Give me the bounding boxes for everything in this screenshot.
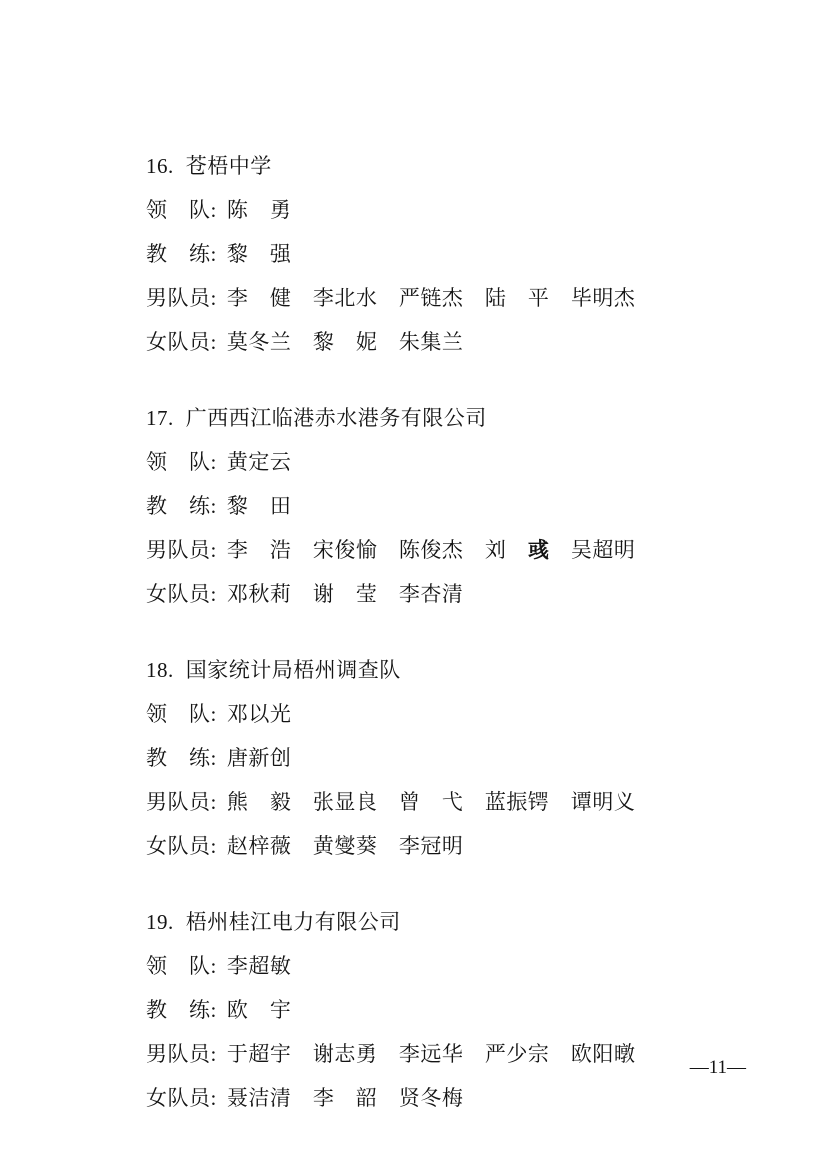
row-label: 女队员: (146, 834, 217, 858)
team-section-17 (100, 352, 748, 606)
row-label: 领 队: (146, 198, 217, 222)
team-number: 18. (146, 658, 174, 682)
row-label: 女队员: (146, 330, 217, 354)
team-section-19 (100, 856, 748, 1110)
row-label: 女队员: (146, 582, 217, 606)
row-label: 教 练: (146, 746, 217, 770)
row-label: 领 队: (146, 450, 217, 474)
row-value: 熊 毅 张显良 曾 弋 蓝振锷 谭明义 (226, 790, 636, 814)
row-value: 欧 宇 (226, 998, 292, 1022)
row-value: 赵梓薇 黄燮葵 李冠明 (226, 834, 464, 858)
row-label: 领 队: (146, 954, 217, 978)
team-number: 16. (146, 154, 174, 178)
row-value: 黄定云 (226, 450, 292, 474)
row-label: 男队员: (146, 790, 217, 814)
row-value: 陈 勇 (226, 198, 292, 222)
row-value: 聂洁清 李 韶 贤冬梅 (226, 1086, 464, 1110)
player-names-segment: 李 浩 宋俊愉 陈俊杰 刘 (226, 538, 528, 562)
page-number: —11— (689, 1057, 746, 1078)
row-value: 莫冬兰 黎 妮 朱集兰 (226, 330, 464, 354)
row-value: 李 健 李北水 严链杰 陆 平 毕明杰 (226, 286, 636, 310)
team-title: 苍梧中学 (185, 154, 272, 178)
player-names-segment: 吴超明 (549, 538, 636, 562)
row-value: 李超敏 (226, 954, 292, 978)
team-number: 17. (146, 406, 174, 430)
row-value: 黎 强 (226, 242, 292, 266)
row-label: 教 练: (146, 242, 217, 266)
team-heading (100, 100, 748, 178)
row-value: 黎 田 (226, 494, 292, 518)
row-label: 男队员: (146, 1042, 217, 1066)
row-value: 邓以光 (226, 702, 292, 726)
row-value (227, 528, 636, 572)
row-label: 男队员: (146, 538, 217, 562)
bold-player-name: 彧 (527, 538, 550, 562)
team-title: 广西西江临港赤水港务有限公司 (185, 406, 487, 430)
row-value: 邓秋莉 谢 莹 李杏清 (226, 582, 464, 606)
row-value: 于超宇 谢志勇 李远华 严少宗 欧阳暾 (226, 1042, 636, 1066)
row-label: 男队员: (146, 286, 217, 310)
row-value: 唐新创 (226, 746, 292, 770)
team-title: 梧州桂江电力有限公司 (185, 910, 401, 934)
team-title: 国家统计局梧州调查队 (185, 658, 401, 682)
row-label: 教 练: (146, 998, 217, 1022)
row-label: 领 队: (146, 702, 217, 726)
team-section-16 (100, 100, 748, 354)
row-label: 教 练: (146, 494, 217, 518)
document-content (100, 100, 748, 1108)
row-label: 女队员: (146, 1086, 217, 1110)
team-number: 19. (146, 910, 174, 934)
team-section-18 (100, 604, 748, 858)
